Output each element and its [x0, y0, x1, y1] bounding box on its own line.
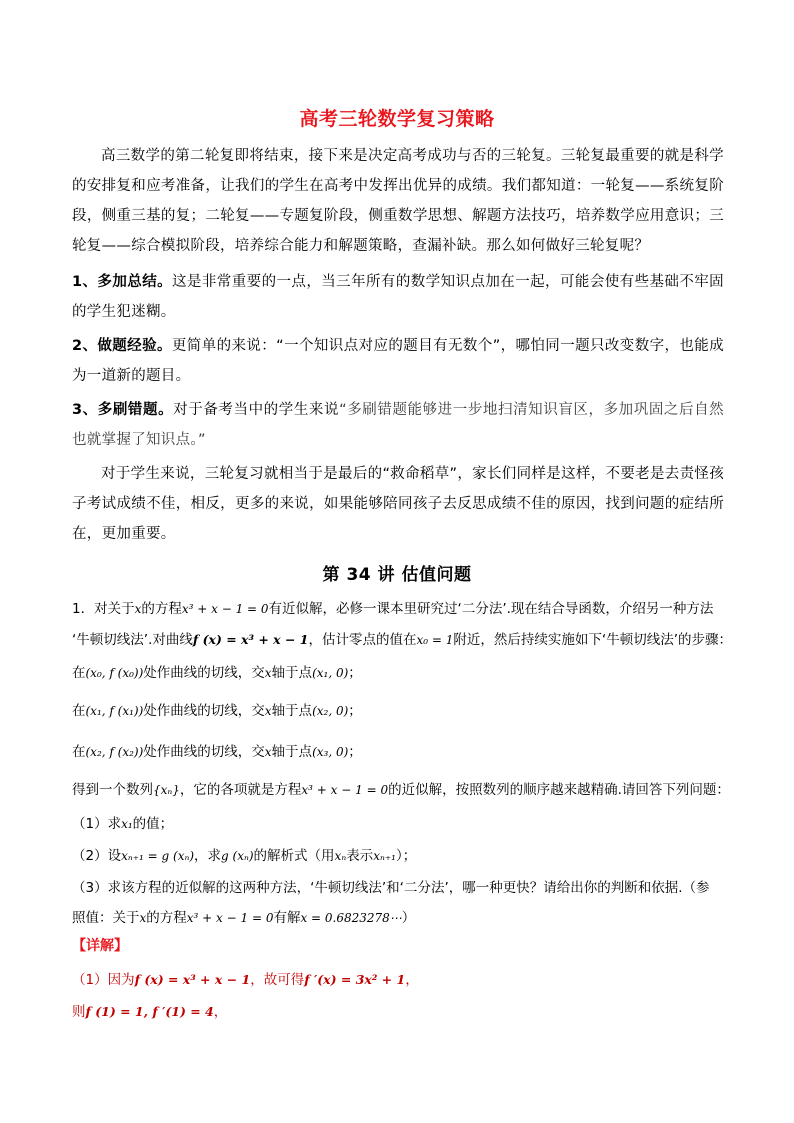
math-equation: x³ + x − 1 = 0 — [181, 602, 269, 616]
text: ， — [213, 1004, 228, 1020]
step-3 — [72, 742, 732, 762]
math-var: x — [264, 666, 272, 680]
text: ，求 — [194, 848, 222, 864]
text: （1）因为 — [72, 972, 135, 988]
question-3-line-1: （3）求该方程的近似解的这两种方法，‘牛顿切线法’和‘二分法’，哪一种更快？请给出你的判断和依据.（参 — [72, 880, 710, 896]
math-point: (x₁, 0) — [312, 666, 349, 680]
math-derivative: f ′(x) = 3x² + 1 — [304, 972, 406, 987]
detail-line-1 — [72, 970, 732, 990]
math-solution: x = 0.6823278⋯ — [300, 911, 402, 925]
math-var: x — [134, 602, 142, 616]
text: 得到一个数列 — [72, 782, 153, 798]
text: 处作曲线的切线，交 — [143, 744, 265, 760]
math-var: x — [264, 704, 272, 718]
math-function: g (xₙ) — [221, 849, 254, 863]
tip-2-label: 2、做题经验。 — [72, 338, 172, 354]
text: 的解析式（用 — [253, 848, 335, 864]
math-var: x₁ — [121, 817, 133, 831]
text: ， — [405, 972, 419, 988]
text: 有近似解，必修一课本里研究过‘二分法’.现在结合导函数，介绍另一种方法 — [268, 601, 714, 617]
math-var: xₙ₊₁ — [373, 849, 396, 863]
text: ； — [348, 665, 362, 681]
step-2 — [72, 701, 732, 721]
section-title: 第 34 讲 估值问题 — [322, 565, 472, 585]
question-3-line-2 — [72, 908, 732, 928]
text: ； — [348, 703, 362, 719]
text: ； — [348, 744, 362, 760]
closing-paragraph: 对于学生来说，三轮复习就相当于是最后的“救命稻草”，家长们同样是这样，不要老是去责怪孩子考试成绩不佳，相反，更多的来说，如果能够陪同孩子去反思成绩不佳的原因，找到问题的症结所在，更加重要。 — [72, 466, 724, 542]
text: 1．对关于 — [72, 601, 135, 617]
problem-line-1 — [72, 599, 732, 619]
text: （2）设 — [72, 848, 122, 864]
tip-3-label: 3、多刷错题。 — [72, 402, 174, 418]
text: 的方程 — [141, 601, 182, 617]
text: 的值； — [132, 816, 174, 832]
text: 附近，然后持续实施如下‘牛顿切线法’的步骤： — [453, 632, 732, 648]
tip-1-label: 1、多加总结。 — [72, 274, 173, 290]
math-equation: x³ + x − 1 = 0 — [301, 783, 389, 797]
page-title: 高考三轮数学复习策略 — [299, 108, 495, 130]
detail-line-2 — [72, 1002, 732, 1022]
detail-label: 【详解】 — [72, 938, 128, 954]
text: 照值：关于 — [72, 910, 140, 926]
text: 的方程 — [146, 910, 187, 926]
text: 处作曲线的切线，交 — [143, 665, 265, 681]
tip-3-quote: “多刷错题能够进一步地扫清知识盲区，多加巩固之后自然也就掌握了知识点。” — [72, 402, 724, 448]
text: 表示 — [346, 848, 374, 864]
intro-paragraph: 高三数学的第二轮复即将结束，接下来是决定高考成功与否的三轮复。三轮复最重要的就是科学的安排复和应考准备，让我们的学生在高考中发挥出优异的成绩。我们都知道：一轮复——系统复阶段，侧重三基的复；二轮复——专题复阶段，侧重数学思想、解题方法技巧，培养数学应用意识；三轮复——综合模拟阶段，培养综合能力和解题策略，查漏补缺。那么如何做好三轮复呢？ — [72, 148, 724, 254]
math-function: f (x) = x³ + x − 1 — [192, 632, 309, 647]
text: 有解 — [273, 910, 301, 926]
math-values: f (1) = 1, f ′(1) = 4 — [85, 1004, 214, 1019]
text: 轴于点 — [271, 665, 313, 681]
text: 的近似解，按照数列的顺序越来越精确.请回答下列问题： — [388, 782, 730, 798]
text: 则 — [72, 1004, 86, 1020]
math-equation: x³ + x − 1 = 0 — [186, 911, 274, 925]
text: 处作曲线的切线，交 — [143, 703, 265, 719]
math-point: (x₂, f (x₂)) — [85, 745, 144, 759]
math-recurrence: xₙ₊₁ = g (xₙ) — [121, 849, 195, 863]
text: ）； — [395, 848, 417, 864]
problem-line-2 — [72, 630, 732, 650]
tip-2-text: 更简单的来说：“一个知识点对应的题目有无数个”，哪怕同一题只改变数字，也能成为一道新的题目。 — [72, 338, 724, 384]
text: 轴于点 — [271, 703, 313, 719]
sequence-line — [72, 780, 732, 800]
text: ‘牛顿切线法’.对曲线 — [72, 632, 193, 648]
math-function: f (x) = x³ + x − 1 — [134, 972, 251, 987]
text: 在 — [72, 703, 86, 719]
text: 在 — [72, 744, 86, 760]
math-var: x — [264, 745, 272, 759]
math-point: (x₀, f (x₀)) — [85, 666, 144, 680]
text: （1）求 — [72, 816, 122, 832]
question-2 — [72, 846, 732, 866]
math-point: (x₃, 0) — [312, 745, 349, 759]
math-point: (x₂, 0) — [312, 704, 349, 718]
text: ） — [401, 910, 416, 926]
math-initial-value: x₀ = 1 — [416, 633, 454, 647]
question-1 — [72, 814, 732, 834]
text: ，估计零点的值在 — [308, 632, 417, 648]
math-var: x — [139, 911, 147, 925]
tip-2 — [72, 331, 724, 391]
math-sequence: {xₙ} — [153, 783, 180, 797]
text: ，故可得 — [250, 972, 305, 988]
step-1 — [72, 663, 732, 683]
tip-1 — [72, 267, 724, 327]
tip-3-text: 对于备考当中的学生来说 — [173, 402, 340, 418]
tip-3 — [72, 395, 724, 455]
tip-1-text: 这是非常重要的一点，当三年所有的数学知识点加在一起，可能会使有些基础不牢固的学生犯迷糊。 — [72, 274, 724, 320]
text: 轴于点 — [271, 744, 313, 760]
math-var: xₙ — [334, 849, 347, 863]
math-point: (x₁, f (x₁)) — [85, 704, 144, 718]
text: ，它的各项就是方程 — [179, 782, 302, 798]
text: 在 — [72, 665, 86, 681]
